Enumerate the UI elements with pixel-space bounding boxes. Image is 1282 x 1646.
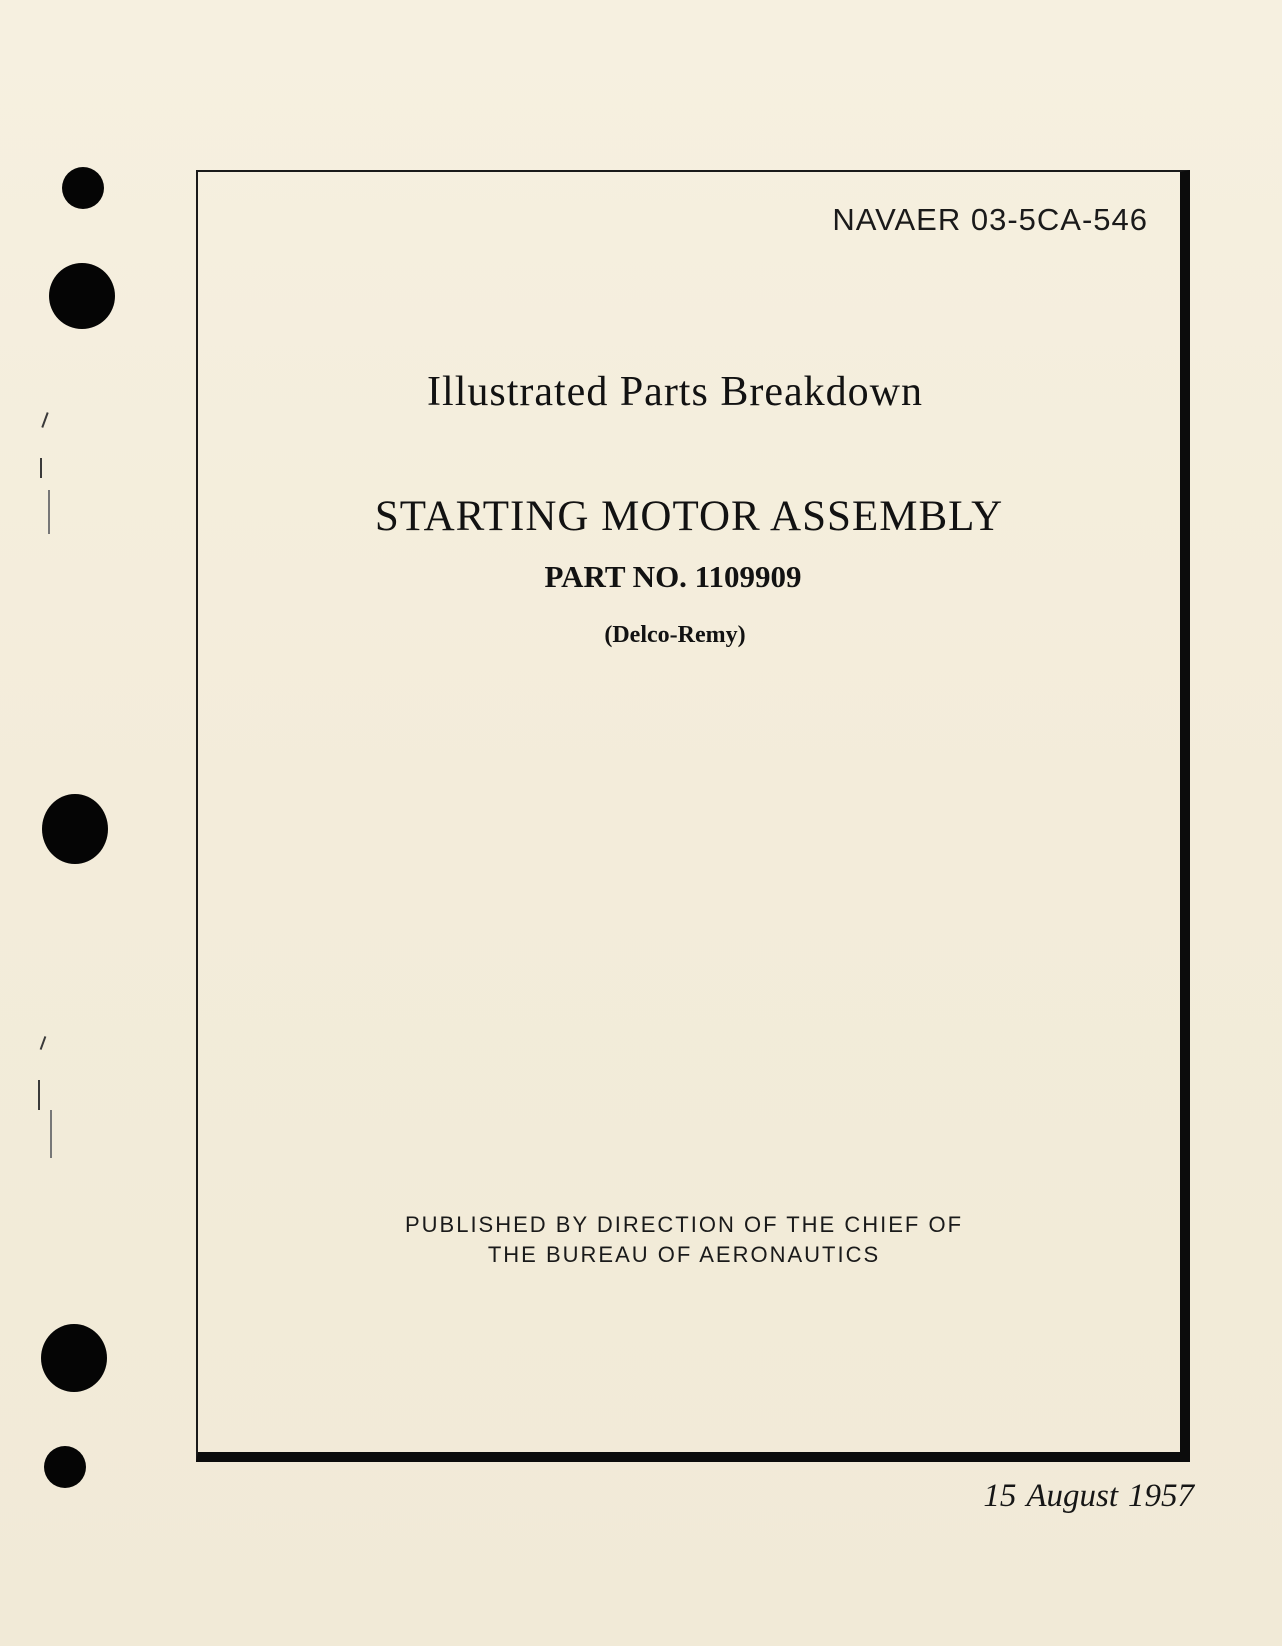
date-month: August <box>1026 1478 1118 1514</box>
publication-date <box>983 1478 1194 1515</box>
punch-hole <box>49 263 115 329</box>
margin-mark <box>40 1036 47 1050</box>
date-year: 1957 <box>1128 1478 1194 1514</box>
publisher-line-2: THE BUREAU OF AERONAUTICS <box>487 1242 881 1267</box>
publisher-statement <box>198 1210 1180 1270</box>
document-number: NAVAER 03-5CA-546 <box>832 202 1148 237</box>
cover-frame <box>196 170 1190 1462</box>
margin-mark <box>50 1110 52 1158</box>
punch-hole <box>41 1324 107 1392</box>
document-title: Illustrated Parts Breakdown <box>427 369 923 415</box>
margin-mark <box>40 458 42 478</box>
punch-hole <box>42 794 108 864</box>
punch-hole <box>44 1446 86 1488</box>
margin-mark <box>41 412 48 428</box>
part-number: PART NO. 1109909 <box>544 559 802 594</box>
date-day: 15 <box>983 1478 1017 1514</box>
margin-mark <box>48 490 50 534</box>
manufacturer: (Delco-Remy) <box>604 622 746 648</box>
publisher-line-1: PUBLISHED BY DIRECTION OF THE CHIEF OF <box>404 1212 964 1237</box>
margin-mark <box>38 1080 40 1110</box>
document-subject: STARTING MOTOR ASSEMBLY <box>374 493 1004 540</box>
punch-hole <box>62 167 104 209</box>
